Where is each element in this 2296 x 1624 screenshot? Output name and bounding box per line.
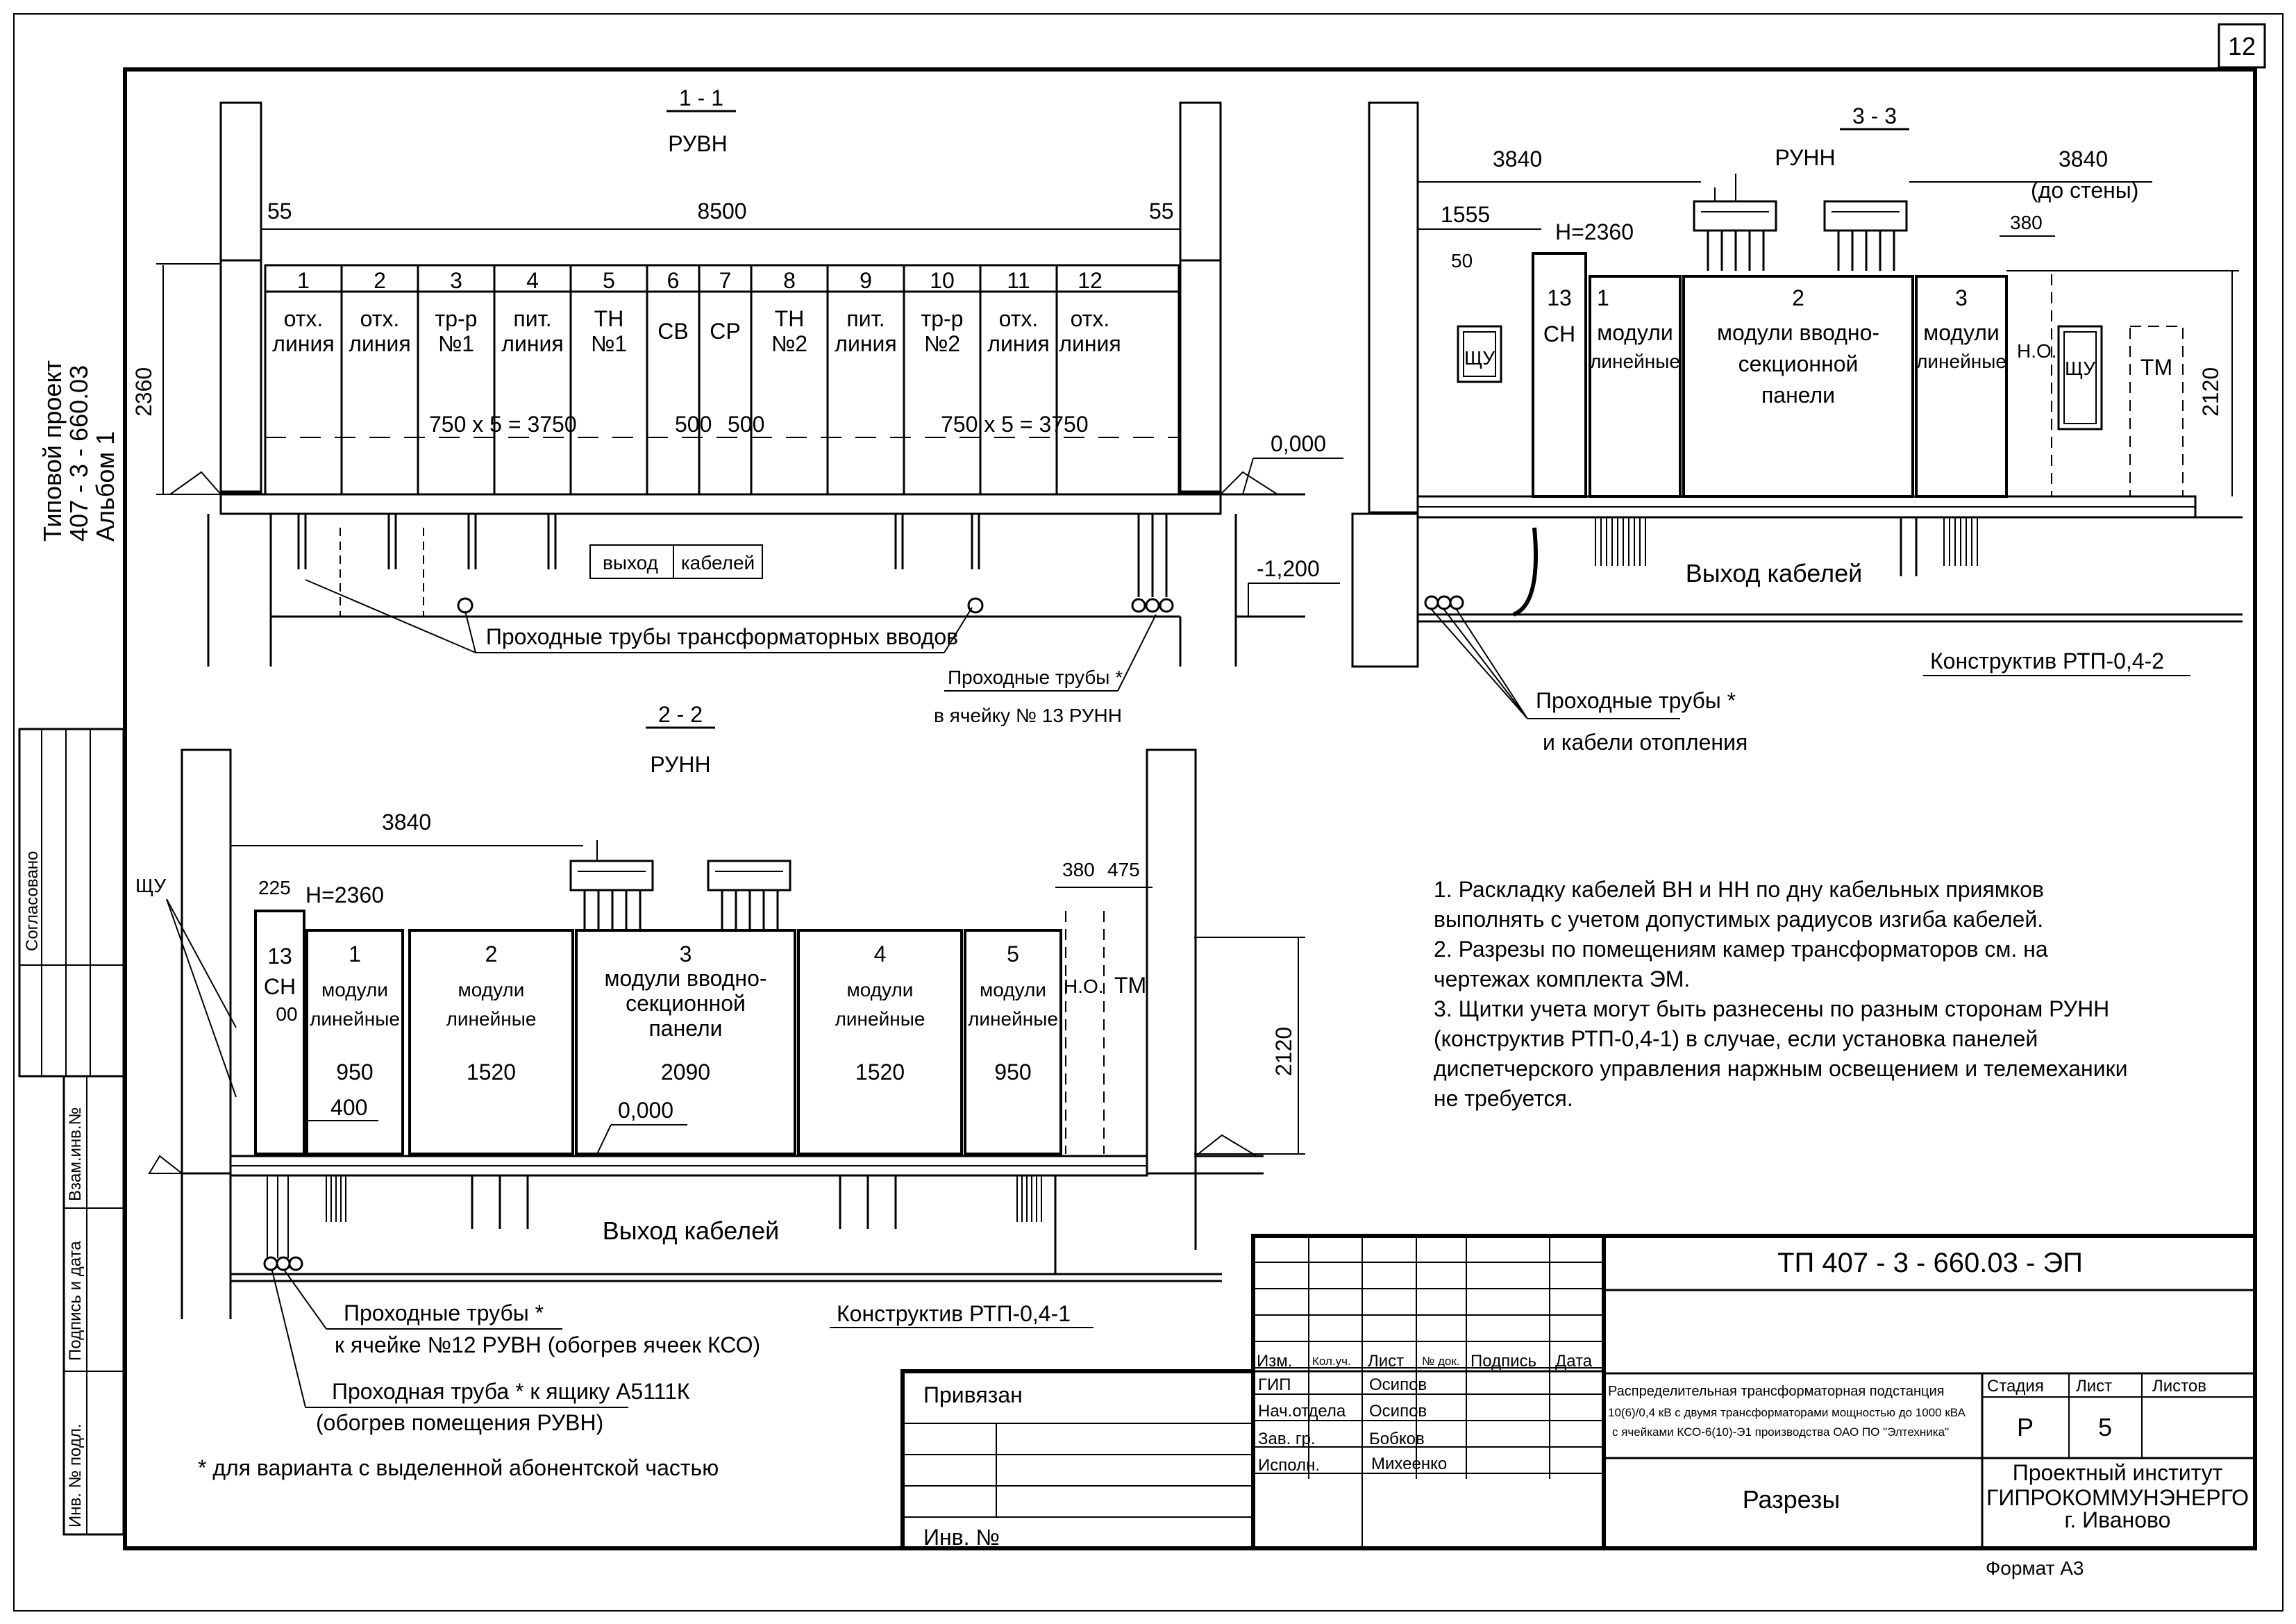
dim-2120-33: 2120 [2198,367,2223,417]
rvn-cell-number: 6 [667,268,680,293]
rvn-cell-label: №1 [437,331,475,356]
runn-module-number: 1 [349,941,361,966]
stage-label: Стадия [1987,1377,2044,1396]
level-0000: 0,000 [1271,431,1327,456]
hdr-izm: Изм. [1257,1352,1293,1371]
runn-module-label: модули [846,979,914,1001]
exit-label-2: кабелей [680,552,755,574]
runn-module-label: линейные [310,1008,400,1030]
runn-module-number: 3 [679,941,692,966]
section-2-2-subtitle: РУНН [650,752,711,777]
runn-module-label: модули вводно- [604,966,767,991]
runn-module-width: 950 [336,1060,374,1085]
rvn-cell-label: пит. [513,306,552,331]
tm-label-33: ТМ [2140,355,2173,380]
rvn-cell-label: отх. [360,306,400,331]
strip-soglasovano: Согласовано [23,851,42,951]
hdr-kol: Кол.уч. [1312,1355,1351,1368]
rvn-cell-number: 9 [860,268,872,293]
mod3-l2-33: линейные [1916,351,2006,372]
rvn-cell-label: линия [349,331,411,356]
section-3-3-title: 3 - 3 [1852,103,1897,128]
runn-module-label: линейные [835,1008,925,1030]
role-3: Зав. гр. [1258,1430,1316,1448]
rvn-cell-label: линия [272,331,335,356]
section-3-3-subtitle: РУНН [1775,145,1836,170]
runn-module-label: панели [648,1016,723,1041]
page-number: 12 [2227,32,2256,60]
desc-1: Распределительная трансформаторная подстанция [1608,1384,1945,1399]
shu-label-33b: ЩУ [2064,358,2096,379]
rvn-cell-number: 12 [1078,268,1103,293]
dim-1555: 1555 [1441,202,1491,227]
tm-label-22: ТМ [1114,973,1147,998]
rvn-cell-label: тр-р [921,306,964,331]
shu-label-22: ЩУ [135,875,167,896]
revision-grid [1253,1236,1604,1548]
mod2-num-33: 2 [1792,285,1804,310]
cell13-sn-33: СН [1543,321,1576,346]
runn-module-label: секционной [626,991,746,1016]
exit-label-22: Выход кабелей [602,1216,780,1245]
shu-label-33: ЩУ [1464,347,1495,369]
mod2-l1-33: модули вводно- [1716,320,1880,345]
rvn-cell-label: отх. [1070,306,1110,331]
dim-475-22: 475 [1107,859,1140,880]
pipes-note-33-1: Проходные трубы * [1536,688,1736,713]
footnote-22: * для варианта с выделенной абонентской частью [198,1455,719,1480]
dim-225: 225 [258,877,291,898]
side-title-line-1: Типовой проект [38,360,67,542]
rvn-cell-number: 10 [930,268,955,293]
rvn-cell-number: 5 [603,268,615,293]
rvn-cell-number: 2 [374,268,386,293]
rvn-cell-label: ТН [774,306,805,331]
dim-3840-left: 3840 [1493,147,1543,171]
side-title-line-3: Альбом 1 [91,430,119,542]
dim-55-left: 55 [267,199,292,224]
name-2: Осипов [1369,1402,1427,1421]
rvn-cell-label: отх. [998,306,1039,331]
rvn-cell-number: 1 [297,268,310,293]
busbar-left [1694,174,1776,271]
construct-33: Конструктив РТП-0,4-2 [1930,648,2165,673]
level-1200: -1,200 [1257,556,1320,581]
dim-3840-right: 3840 [2059,147,2109,171]
tm-box-33 [2130,326,2183,496]
rvn-cell-number: 4 [526,268,539,293]
dim-380-22: 380 [1062,859,1095,880]
note-line: чертежах комплекта ЭМ. [1434,966,1691,991]
note2-22-2: (обогрев помещения РУВН) [316,1410,604,1435]
mod1-l2-33: линейные [1590,351,1680,372]
wall-3-3 [1369,103,1418,512]
runn-module-label: модули [980,979,1046,1001]
section-1-1-subtitle: РУВН [668,131,728,156]
dim-3840-22: 3840 [382,810,432,835]
note-pipes-13-1: Проходные трубы * [948,667,1123,688]
privyazan: Привязан [923,1382,1023,1407]
rvn-cell-label: №2 [923,331,961,356]
wall-2-2-right [1147,750,1196,1173]
dim-group1: 750 х 5 = 3750 [429,412,577,437]
runn-module-label: линейные [446,1008,537,1030]
drawing-code: ТП 407 - 3 - 660.03 - ЭП [1777,1248,2083,1278]
construct-22: Конструктив РТП-0,4-1 [837,1301,1071,1326]
section-2-2 [135,702,1305,1480]
sheet-label: Лист [2076,1377,2113,1396]
no-label-33: Н.О. [2017,340,2057,362]
strip-inv-podl: Инв. № подл. [66,1423,85,1527]
h-2360-33: Н=2360 [1555,219,1634,244]
institute-2: ГИПРОКОММУНЭНЕРГО [1986,1485,2249,1510]
side-title-line-2: 407 - 3 - 660.03 [65,365,93,542]
mod1-l1-33: модули [1597,320,1673,345]
name-1: Осипов [1369,1375,1427,1394]
no-label-22: Н.О. [1064,976,1104,997]
rvn-cell-label: №1 [590,331,628,356]
runn-module-width: 1520 [855,1060,905,1085]
note-pipes-13-2: в ячейку № 13 РУНН [934,705,1122,726]
strip-vzam-inv: Взам.инв.№ [66,1107,85,1201]
hdr-podpis: Подпись [1470,1352,1536,1371]
mod2-l3-33: панели [1761,383,1836,408]
format-label: Формат А3 [1986,1557,2084,1579]
rvn-cell-group [272,265,1121,494]
rvn-cell-label: линия [987,331,1050,356]
role-1: ГИП [1258,1375,1291,1394]
stage-value: Р [2016,1413,2034,1441]
runn-module-label: модули [321,979,388,1001]
runn-module-label: линейные [968,1008,1058,1030]
pipes-note-33-2: и кабели отопления [1543,730,1748,755]
dim-380-33: 380 [2010,212,2043,233]
hdr-list: Лист [1368,1352,1405,1371]
busbar-22-right [708,861,790,930]
title-block [903,1236,2255,1579]
runn-module-width: 1520 [466,1060,517,1085]
sheets-label: Листов [2152,1377,2206,1396]
rvn-cell-number: 3 [450,268,462,293]
dim-55-right: 55 [1149,199,1174,224]
rvn-cell-label: линия [835,331,897,356]
dim-50: 50 [1451,250,1473,271]
rvn-cell-label: №2 [771,331,808,356]
rvn-cell-label: отх. [283,306,324,331]
section-2-2-title: 2 - 2 [657,702,703,727]
runn-module-width: 950 [994,1060,1032,1085]
role-4: Исполн. [1258,1456,1320,1475]
mod2-l2-33: секционной [1738,351,1859,376]
dim-500b: 500 [728,412,765,437]
sheet-name: Разрезы [1742,1485,1841,1514]
dim-group2: 750 х 5 = 3750 [941,412,1089,437]
note2-22-1: Проходная труба * к ящику А5111К [332,1379,690,1404]
side-title [38,360,119,542]
rvn-cell-label: линия [501,331,564,356]
note-line: (конструктив РТП-0,4-1) в случае, если установка панелей [1434,1026,2038,1051]
runn-modules [307,930,1061,1154]
name-4: Михеенко [1371,1455,1448,1473]
name-3: Бобков [1369,1430,1425,1448]
rvn-cell-label: линия [1059,331,1121,356]
runn-module-number: 5 [1007,941,1019,966]
level-0000-22: 0,000 [618,1098,674,1123]
cell13-00-22: 00 [276,1003,298,1025]
desc-3: с ячейками КСО-6(10)-Э1 производства ОАО ПО "Элтехника" [1612,1425,1950,1439]
dim-400: 400 [330,1095,368,1120]
section-1-1-title: 1 - 1 [678,85,724,110]
exit-label-1: выход [603,552,658,574]
wall-left [221,103,261,492]
rvn-cells [265,265,1179,494]
institute-3: г. Иваново [2064,1507,2171,1532]
mod1-num-33: 1 [1597,285,1609,310]
rvn-cell-label: СВ [657,319,689,344]
wall-right [1180,103,1221,492]
rvn-cell-label: тр-р [435,306,478,331]
dim-2360: 2360 [131,367,156,417]
dim-500a: 500 [675,412,712,437]
cell13-sn-22: СН [263,974,296,999]
hdr-doc: № док. [1422,1355,1460,1368]
left-strip [19,729,124,1534]
runn-module-number: 4 [873,941,887,966]
mod3-num-33: 3 [1955,285,1968,310]
note1-22-1: Проходные трубы * [344,1300,544,1325]
note-line: выполнять с учетом допустимых радиусов изгиба кабелей. [1434,907,2044,932]
cell13-num-22: 13 [267,944,292,969]
runn-module-width: 2090 [660,1060,711,1085]
rvn-cell-number: 11 [1007,268,1030,293]
section-1-1 [131,85,1343,726]
sheet-value: 5 [2097,1413,2113,1441]
dim-2120-22: 2120 [1271,1026,1296,1076]
note-line: 1. Раскладку кабелей ВН и НН по дну кабельных приямков [1434,877,2044,902]
note-line: диспетчерского управления наржным освещением и телемеханики [1434,1056,2128,1081]
dim-8500: 8500 [697,199,747,224]
hdr-data: Дата [1555,1352,1593,1371]
inv-no: Инв. № [923,1525,1000,1550]
institute-1: Проектный институт [2012,1460,2223,1485]
busbar-right [1825,201,1907,271]
note-line: не требуется. [1434,1086,1573,1111]
desc-2: 10(6)/0,4 кВ с двумя трансформаторами мощностью до 1000 кВА [1608,1406,1966,1419]
note1-22-2: к ячейке №12 РУВН (обогрев ячеек КСО) [335,1332,761,1357]
rvn-cell-number: 7 [719,268,732,293]
role-2: Нач.отдела [1258,1402,1346,1421]
rvn-cell-label: ТН [594,306,624,331]
busbar-22-left [571,840,653,930]
dim-right-note: (до стены) [2031,178,2139,203]
rvn-cell-label: СР [710,319,741,344]
cell13-num-33: 13 [1547,285,1572,310]
rvn-cell-label: пит. [846,306,885,331]
note-line: 2. Разрезы по помещениям камер трансформаторов см. на [1434,937,2048,962]
rvn-cell-number: 8 [783,268,796,293]
mod3-l1-33: модули [1923,320,2000,345]
h-2360-22: Н=2360 [305,882,384,907]
runn-module-number: 2 [485,941,498,966]
runn-module-label: модули [458,979,525,1001]
general-notes [1434,877,2127,1111]
section-3-3 [1352,103,2243,755]
note-line: 3. Щитки учета могут быть разнесены по разным сторонам РУНН [1434,996,2110,1021]
note-transformer-pipes: Проходные трубы трансформаторных вводов [485,624,959,649]
strip-podpis-data: Подпись и дата [66,1241,85,1361]
exit-label-33: Выход кабелей [1685,559,1863,587]
